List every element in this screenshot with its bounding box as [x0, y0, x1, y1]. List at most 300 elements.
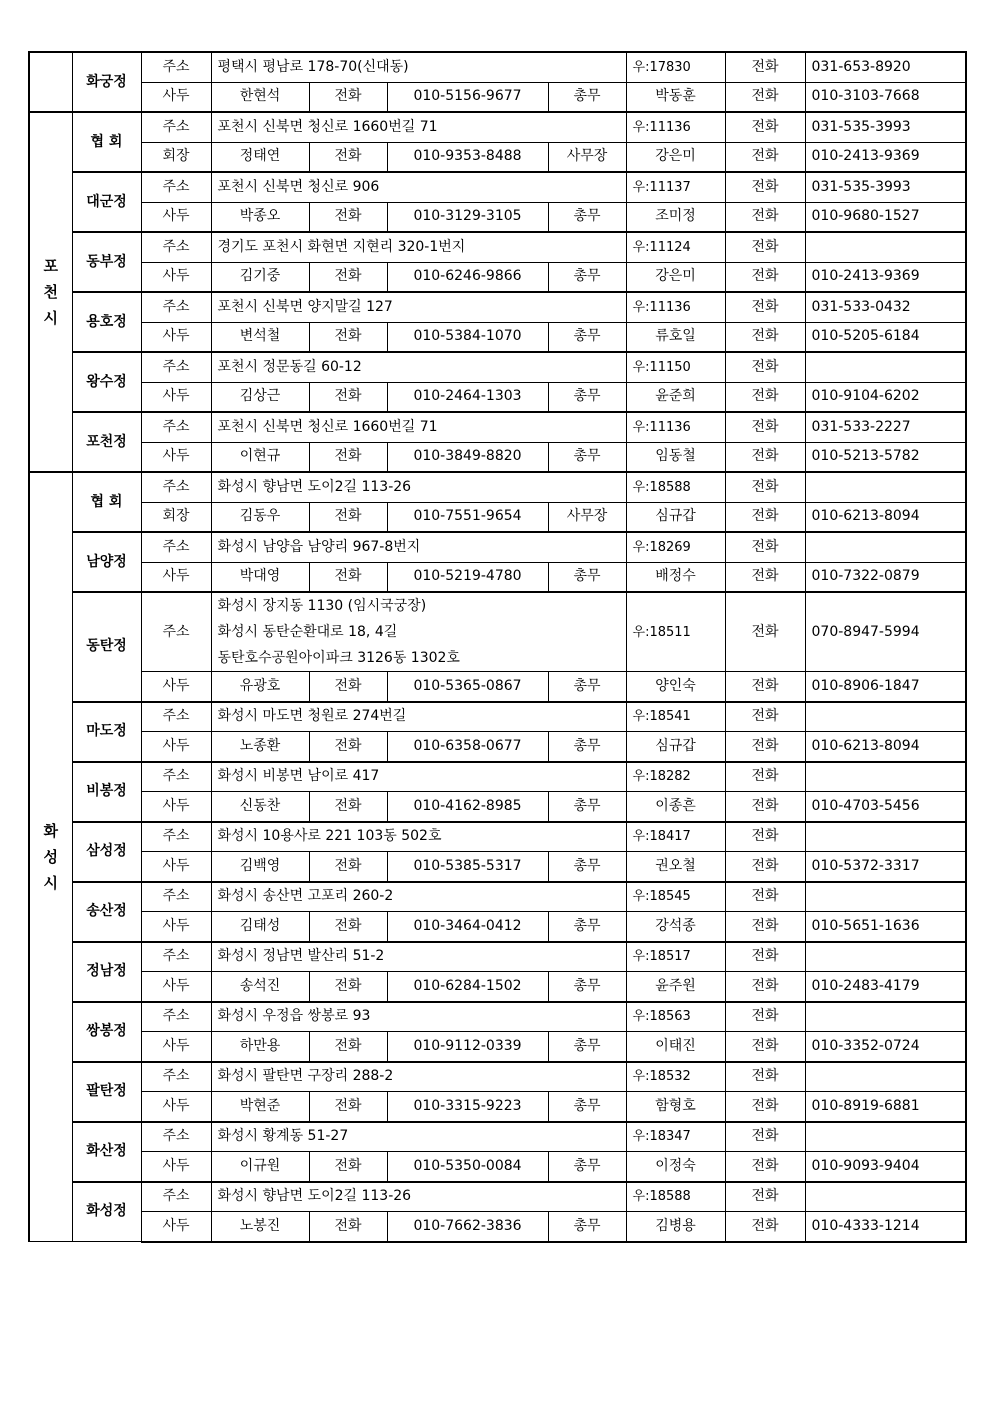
office-phone	[805, 1062, 966, 1092]
head-title: 회장	[141, 142, 211, 172]
staff-phone: 010-5372-3317	[805, 852, 966, 882]
address-label: 주소	[141, 292, 211, 322]
club-address: 포천시 신북면 청신로 1660번길 71	[211, 112, 626, 142]
staff-phone: 010-3103-7668	[805, 82, 966, 112]
phone-label: 전화	[725, 172, 805, 202]
club-address-line: 화성시 장지동 1130 (임시국궁장)	[217, 598, 427, 614]
club-name: 협 회	[72, 472, 141, 532]
club-name: 화성정	[72, 1182, 141, 1242]
staff-title: 총무	[548, 442, 626, 472]
phone-label: 전화	[725, 792, 805, 822]
head-phone: 010-5365-0867	[387, 672, 548, 702]
head-title: 사두	[141, 792, 211, 822]
postal-code: 우:18563	[626, 1002, 725, 1032]
head-name: 김백영	[211, 852, 309, 882]
head-title: 사두	[141, 732, 211, 762]
staff-phone: 010-5205-6184	[805, 322, 966, 352]
staff-phone: 010-9680-1527	[805, 202, 966, 232]
staff-phone: 010-7322-0879	[805, 562, 966, 592]
phone-label: 전화	[725, 262, 805, 292]
club-contact-row	[29, 442, 966, 472]
address-label: 주소	[141, 532, 211, 562]
club-contact-row	[29, 1152, 966, 1182]
staff-title: 총무	[548, 852, 626, 882]
phone-label: 전화	[725, 142, 805, 172]
head-name: 송석진	[211, 972, 309, 1002]
phone-label: 전화	[309, 912, 387, 942]
club-name: 남양정	[72, 532, 141, 592]
phone-label: 전화	[309, 1092, 387, 1122]
phone-label: 전화	[309, 1152, 387, 1182]
phone-label: 전화	[309, 82, 387, 112]
staff-title: 사무장	[548, 502, 626, 532]
staff-phone: 010-9093-9404	[805, 1152, 966, 1182]
phone-label: 전화	[309, 382, 387, 412]
club-address-line: 화성시 동탄순환대로 18, 4길	[217, 624, 398, 640]
staff-title: 총무	[548, 202, 626, 232]
head-title: 사두	[141, 912, 211, 942]
head-title: 사두	[141, 1092, 211, 1122]
head-title: 회장	[141, 502, 211, 532]
phone-label: 전화	[725, 412, 805, 442]
club-address: 포천시 신북면 청신로 1660번길 71	[211, 412, 626, 442]
staff-phone: 010-4703-5456	[805, 792, 966, 822]
staff-phone: 010-9104-6202	[805, 382, 966, 412]
staff-name: 류호일	[626, 322, 725, 352]
postal-code: 우:18347	[626, 1122, 725, 1152]
staff-phone: 010-2483-4179	[805, 972, 966, 1002]
staff-phone: 010-8919-6881	[805, 1092, 966, 1122]
postal-code: 우:18417	[626, 822, 725, 852]
head-name: 김상근	[211, 382, 309, 412]
address-label: 주소	[141, 112, 211, 142]
office-phone	[805, 882, 966, 912]
head-name: 이현규	[211, 442, 309, 472]
phone-label: 전화	[725, 1152, 805, 1182]
club-address-row	[29, 352, 966, 382]
head-name: 유광호	[211, 672, 309, 702]
head-phone: 010-6284-1502	[387, 972, 548, 1002]
club-contact-row	[29, 1092, 966, 1122]
phone-label: 전화	[725, 1122, 805, 1152]
head-name: 박종오	[211, 202, 309, 232]
club-contact-row	[29, 382, 966, 412]
address-label: 주소	[141, 1182, 211, 1212]
club-contact-row	[29, 82, 966, 112]
staff-name: 심규갑	[626, 502, 725, 532]
phone-label: 전화	[725, 1002, 805, 1032]
staff-name: 김병용	[626, 1212, 725, 1242]
head-title: 사두	[141, 262, 211, 292]
address-label: 주소	[141, 762, 211, 792]
phone-label: 전화	[725, 562, 805, 592]
club-name: 협 회	[72, 112, 141, 172]
head-title: 사두	[141, 202, 211, 232]
staff-title: 총무	[548, 82, 626, 112]
region-name	[29, 112, 72, 472]
head-phone: 010-3129-3105	[387, 202, 548, 232]
phone-label: 전화	[309, 502, 387, 532]
head-phone: 010-9112-0339	[387, 1032, 548, 1062]
address-label: 주소	[141, 592, 211, 672]
head-name: 신동찬	[211, 792, 309, 822]
club-address-row	[29, 822, 966, 852]
club-contact-row	[29, 142, 966, 172]
head-name: 변석철	[211, 322, 309, 352]
club-address-row	[29, 232, 966, 262]
region-name-char: 포	[43, 257, 58, 275]
phone-label: 전화	[309, 442, 387, 472]
region-name-char: 화	[43, 822, 58, 840]
staff-title: 총무	[548, 732, 626, 762]
club-address: 화성시 우정읍 쌍봉로 93	[211, 1002, 626, 1032]
postal-code: 우:11137	[626, 172, 725, 202]
region-name-char: 시	[43, 309, 58, 327]
staff-name: 조미정	[626, 202, 725, 232]
staff-name: 임동철	[626, 442, 725, 472]
phone-label: 전화	[725, 322, 805, 352]
postal-code: 우:18282	[626, 762, 725, 792]
club-contact-row	[29, 912, 966, 942]
postal-code: 우:11124	[626, 232, 725, 262]
address-label: 주소	[141, 352, 211, 382]
club-address: 화성시 황계동 51-27	[211, 1122, 626, 1152]
phone-label: 전화	[725, 1032, 805, 1062]
postal-code: 우:18269	[626, 532, 725, 562]
address-label: 주소	[141, 882, 211, 912]
phone-label: 전화	[725, 732, 805, 762]
staff-title: 총무	[548, 382, 626, 412]
staff-title: 총무	[548, 1092, 626, 1122]
club-address-row	[29, 172, 966, 202]
office-phone	[805, 472, 966, 502]
phone-label: 전화	[309, 972, 387, 1002]
club-address-line: 동탄호수공원아이파크 3126동 1302호	[217, 650, 460, 666]
office-phone: 031-653-8920	[805, 52, 966, 82]
head-phone: 010-3849-8820	[387, 442, 548, 472]
directory-body	[29, 52, 966, 1242]
staff-title: 총무	[548, 912, 626, 942]
phone-label: 전화	[725, 382, 805, 412]
office-phone	[805, 352, 966, 382]
phone-label: 전화	[309, 672, 387, 702]
head-phone: 010-6358-0677	[387, 732, 548, 762]
phone-label: 전화	[725, 232, 805, 262]
club-contact-row	[29, 202, 966, 232]
region-name-char: 시	[43, 874, 58, 892]
head-phone: 010-5219-4780	[387, 562, 548, 592]
head-name: 이규원	[211, 1152, 309, 1182]
postal-code: 우:11150	[626, 352, 725, 382]
address-label: 주소	[141, 412, 211, 442]
address-label: 주소	[141, 1002, 211, 1032]
club-name: 쌍봉정	[72, 1002, 141, 1062]
phone-label: 전화	[725, 592, 805, 672]
phone-label: 전화	[309, 1212, 387, 1242]
head-title: 사두	[141, 322, 211, 352]
phone-label: 전화	[725, 502, 805, 532]
phone-label: 전화	[309, 562, 387, 592]
phone-label: 전화	[309, 792, 387, 822]
staff-phone: 010-5651-1636	[805, 912, 966, 942]
staff-title: 총무	[548, 792, 626, 822]
club-address: 화성시 송산면 고포리 260-2	[211, 882, 626, 912]
postal-code: 우:11136	[626, 112, 725, 142]
staff-title: 사무장	[548, 142, 626, 172]
postal-code: 우:11136	[626, 292, 725, 322]
phone-label: 전화	[725, 112, 805, 142]
club-address-row	[29, 52, 966, 82]
club-address-row	[29, 762, 966, 792]
staff-name: 이태진	[626, 1032, 725, 1062]
head-title: 사두	[141, 82, 211, 112]
head-phone: 010-3315-9223	[387, 1092, 548, 1122]
club-address-row	[29, 882, 966, 912]
club-address-row	[29, 1122, 966, 1152]
club-address: 평택시 평남로 178-70(신대동)	[211, 52, 626, 82]
club-name: 비봉정	[72, 762, 141, 822]
phone-label: 전화	[725, 532, 805, 562]
office-phone	[805, 232, 966, 262]
head-title: 사두	[141, 672, 211, 702]
head-phone: 010-7551-9654	[387, 502, 548, 532]
phone-label: 전화	[309, 202, 387, 232]
club-contact-row	[29, 502, 966, 532]
club-address-row	[29, 702, 966, 732]
club-contact-row	[29, 1032, 966, 1062]
office-phone: 031-535-3993	[805, 172, 966, 202]
phone-label: 전화	[725, 702, 805, 732]
postal-code: 우:18511	[626, 592, 725, 672]
club-contact-row	[29, 792, 966, 822]
staff-title: 총무	[548, 322, 626, 352]
head-name: 하만용	[211, 1032, 309, 1062]
club-address: 화성시 향남면 도이2길 113-26	[211, 472, 626, 502]
club-address-row	[29, 532, 966, 562]
phone-label: 전화	[309, 322, 387, 352]
office-phone	[805, 762, 966, 792]
club-address: 화성시 10용사로 221 103동 502호	[211, 822, 626, 852]
club-address: 포천시 신북면 양지말길 127	[211, 292, 626, 322]
club-name: 송산정	[72, 882, 141, 942]
head-title: 사두	[141, 562, 211, 592]
phone-label: 전화	[725, 82, 805, 112]
head-name: 박대영	[211, 562, 309, 592]
head-name: 김동우	[211, 502, 309, 532]
head-title: 사두	[141, 1152, 211, 1182]
head-phone: 010-5350-0084	[387, 1152, 548, 1182]
head-phone: 010-3464-0412	[387, 912, 548, 942]
club-address-row	[29, 112, 966, 142]
postal-code: 우:17830	[626, 52, 725, 82]
club-address: 화성시 정남면 발산리 51-2	[211, 942, 626, 972]
phone-label: 전화	[725, 202, 805, 232]
head-phone: 010-6246-9866	[387, 262, 548, 292]
club-address-row	[29, 292, 966, 322]
head-title: 사두	[141, 442, 211, 472]
club-name: 팔탄정	[72, 1062, 141, 1122]
club-name: 화궁정	[72, 52, 141, 112]
postal-code: 우:18517	[626, 942, 725, 972]
club-address: 포천시 신북면 청신로 906	[211, 172, 626, 202]
staff-phone: 010-5213-5782	[805, 442, 966, 472]
club-contact-row	[29, 262, 966, 292]
address-label: 주소	[141, 942, 211, 972]
head-phone: 010-4162-8985	[387, 792, 548, 822]
head-title: 사두	[141, 972, 211, 1002]
region-name-char: 성	[43, 848, 58, 866]
club-address: 화성시 남양읍 남양리 967-8번지	[211, 532, 626, 562]
staff-title: 총무	[548, 262, 626, 292]
club-name: 왕수정	[72, 352, 141, 412]
postal-code: 우:18545	[626, 882, 725, 912]
staff-phone: 010-3352-0724	[805, 1032, 966, 1062]
address-label: 주소	[141, 472, 211, 502]
postal-code: 우:18541	[626, 702, 725, 732]
phone-label: 전화	[725, 1062, 805, 1092]
head-name: 노봉진	[211, 1212, 309, 1242]
club-address-row	[29, 412, 966, 442]
address-label: 주소	[141, 232, 211, 262]
head-phone: 010-7662-3836	[387, 1212, 548, 1242]
club-contact-row	[29, 732, 966, 762]
head-title: 사두	[141, 1032, 211, 1062]
head-name: 정태연	[211, 142, 309, 172]
club-name: 삼성정	[72, 822, 141, 882]
phone-label: 전화	[725, 472, 805, 502]
office-phone: 070-8947-5994	[805, 592, 966, 672]
club-address: 포천시 정문동길 60-12	[211, 352, 626, 382]
head-name: 김태성	[211, 912, 309, 942]
club-name: 대군정	[72, 172, 141, 232]
staff-title: 총무	[548, 972, 626, 1002]
club-contact-row	[29, 322, 966, 352]
postal-code: 우:18588	[626, 472, 725, 502]
region-name	[29, 52, 72, 112]
office-phone: 031-533-0432	[805, 292, 966, 322]
phone-label: 전화	[725, 882, 805, 912]
club-name: 용호정	[72, 292, 141, 352]
club-address: 화성시 향남면 도이2길 113-26	[211, 1182, 626, 1212]
postal-code: 우:18588	[626, 1182, 725, 1212]
phone-label: 전화	[725, 672, 805, 702]
staff-name: 강은미	[626, 142, 725, 172]
address-label: 주소	[141, 1062, 211, 1092]
head-title: 사두	[141, 1212, 211, 1242]
club-address-row	[29, 1062, 966, 1092]
club-address-row	[29, 942, 966, 972]
phone-label: 전화	[309, 1032, 387, 1062]
staff-name: 심규갑	[626, 732, 725, 762]
phone-label: 전화	[309, 262, 387, 292]
phone-label: 전화	[725, 1182, 805, 1212]
head-phone: 010-5156-9677	[387, 82, 548, 112]
club-address: 화성시 마도면 청원로 274번길	[211, 702, 626, 732]
club-name: 마도정	[72, 702, 141, 762]
club-address	[211, 592, 626, 672]
head-phone: 010-9353-8488	[387, 142, 548, 172]
club-contact-row	[29, 1212, 966, 1242]
staff-phone: 010-2413-9369	[805, 142, 966, 172]
club-contact-row	[29, 852, 966, 882]
head-name: 박현준	[211, 1092, 309, 1122]
club-name: 동부정	[72, 232, 141, 292]
phone-label: 전화	[725, 852, 805, 882]
club-address-row	[29, 1002, 966, 1032]
staff-name: 권오철	[626, 852, 725, 882]
office-phone	[805, 702, 966, 732]
head-name: 김기중	[211, 262, 309, 292]
club-address: 화성시 팔탄면 구장리 288-2	[211, 1062, 626, 1092]
staff-name: 강석종	[626, 912, 725, 942]
phone-label: 전화	[725, 352, 805, 382]
staff-phone: 010-8906-1847	[805, 672, 966, 702]
office-phone	[805, 1002, 966, 1032]
address-label: 주소	[141, 172, 211, 202]
club-name: 포천정	[72, 412, 141, 472]
staff-name: 박동훈	[626, 82, 725, 112]
postal-code: 우:11136	[626, 412, 725, 442]
club-name: 화산정	[72, 1122, 141, 1182]
office-phone: 031-535-3993	[805, 112, 966, 142]
club-address-row	[29, 472, 966, 502]
address-label: 주소	[141, 52, 211, 82]
office-phone: 031-533-2227	[805, 412, 966, 442]
staff-name: 윤준희	[626, 382, 725, 412]
head-name: 한현석	[211, 82, 309, 112]
phone-label: 전화	[725, 822, 805, 852]
address-label: 주소	[141, 1122, 211, 1152]
head-name: 노종환	[211, 732, 309, 762]
club-name: 동탄정	[72, 592, 141, 702]
head-phone: 010-2464-1303	[387, 382, 548, 412]
head-phone: 010-5384-1070	[387, 322, 548, 352]
staff-phone: 010-6213-8094	[805, 732, 966, 762]
address-label: 주소	[141, 822, 211, 852]
phone-label: 전화	[725, 292, 805, 322]
head-title: 사두	[141, 852, 211, 882]
staff-title: 총무	[548, 1152, 626, 1182]
staff-name: 이종흔	[626, 792, 725, 822]
phone-label: 전화	[725, 1092, 805, 1122]
phone-label: 전화	[725, 1212, 805, 1242]
staff-title: 총무	[548, 1032, 626, 1062]
staff-phone: 010-6213-8094	[805, 502, 966, 532]
club-contact-row	[29, 972, 966, 1002]
office-phone	[805, 1182, 966, 1212]
club-contact-row	[29, 672, 966, 702]
staff-name: 이정숙	[626, 1152, 725, 1182]
staff-name: 배정수	[626, 562, 725, 592]
head-title: 사두	[141, 382, 211, 412]
staff-name: 윤주원	[626, 972, 725, 1002]
phone-label: 전화	[309, 732, 387, 762]
staff-name: 강은미	[626, 262, 725, 292]
staff-title: 총무	[548, 672, 626, 702]
staff-phone: 010-2413-9369	[805, 262, 966, 292]
staff-phone: 010-4333-1214	[805, 1212, 966, 1242]
club-name: 정남정	[72, 942, 141, 1002]
head-phone: 010-5385-5317	[387, 852, 548, 882]
phone-label: 전화	[725, 52, 805, 82]
club-address-row	[29, 592, 966, 672]
region-name-char: 천	[43, 283, 58, 301]
phone-label: 전화	[309, 852, 387, 882]
club-contact-row	[29, 562, 966, 592]
phone-label: 전화	[725, 912, 805, 942]
address-label: 주소	[141, 702, 211, 732]
staff-title: 총무	[548, 1212, 626, 1242]
